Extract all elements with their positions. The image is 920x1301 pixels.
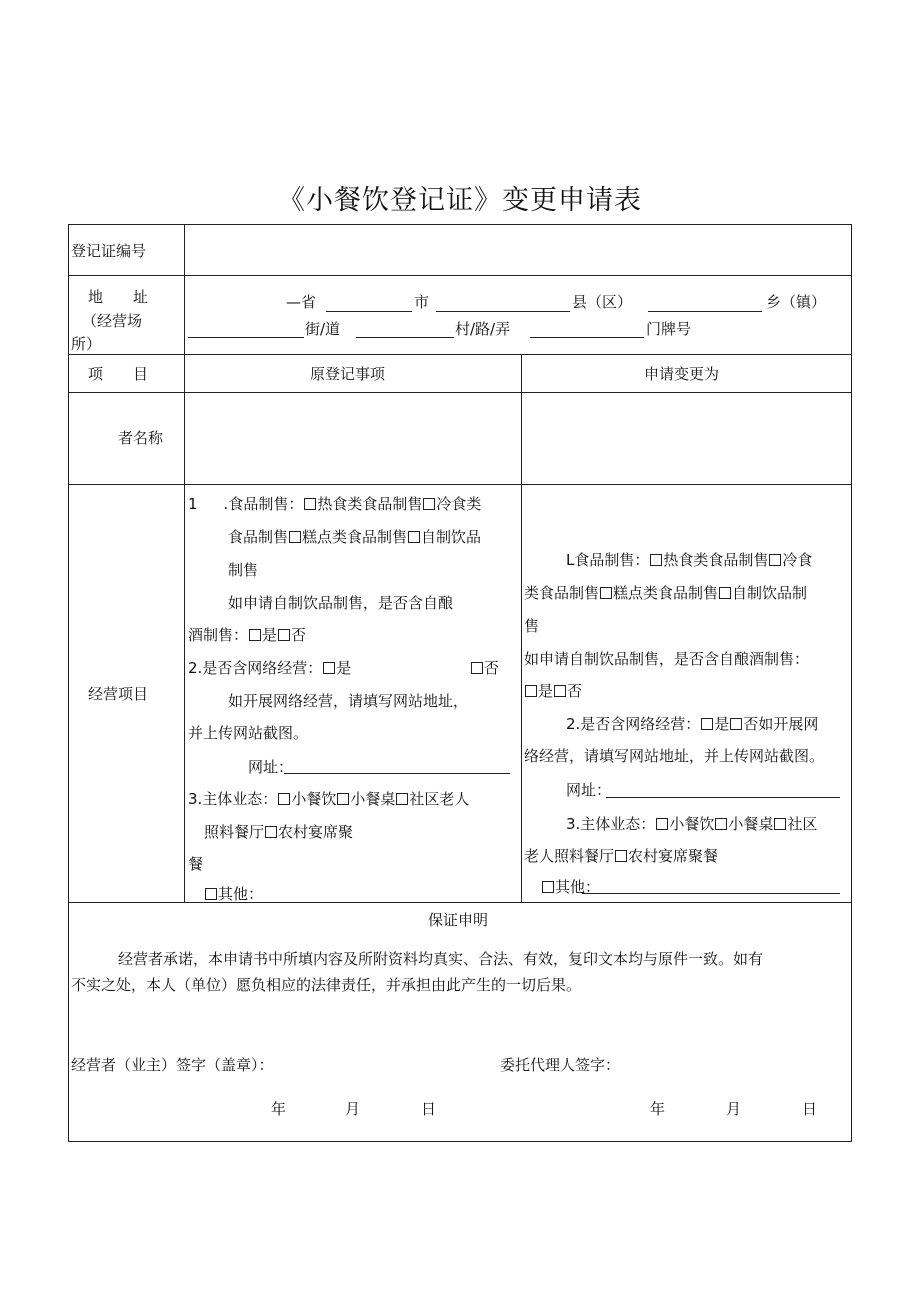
left-line-8: 并上传网站截图。 [188,724,309,742]
small-catering-checkbox[interactable] [278,793,290,805]
right-website-label: 网址： [566,781,612,799]
row-divider [68,484,852,485]
left-line-7: 如开展网络经营，请填写网站地址， [228,692,469,710]
door-label: 门牌号 [646,320,692,338]
small-table-checkbox[interactable] [715,818,727,830]
header-item: 项 目 [88,365,149,383]
left-line-4: 如申请自制饮品制售，是否含自酿 [228,594,454,612]
left-line-2: 食品制售 糕点类食品制售 自制饮品 [228,528,482,546]
address-label-3: 所） [71,335,102,353]
guarantee-title: 保证申明 [428,911,489,929]
right-line-7: 络经营，请填写网站地址，并上传网站截图。 [524,747,825,765]
form-table [68,224,852,1142]
online-yes-checkbox[interactable] [323,662,335,674]
online-yes-checkbox[interactable] [701,718,713,730]
right-line-1: L食品制售： 热食类食品制售 冷食 [566,551,813,569]
operator-day: 日 [421,1100,437,1118]
self-drink-checkbox[interactable] [408,531,420,543]
right-line-10: 老人照料餐厅 农村宴席聚餐 [524,847,719,865]
cert-no-field[interactable] [190,241,840,265]
province-label: —省 [286,293,317,311]
agent-month: 月 [726,1100,742,1118]
operator-month: 月 [345,1100,361,1118]
row-divider [68,392,852,393]
agent-day: 日 [802,1100,818,1118]
village-label: 村/路/弄 [455,320,511,338]
agent-year: 年 [650,1100,666,1118]
other-checkbox[interactable] [542,881,554,893]
left-line-11: 餐 [188,855,204,873]
cert-no-label: 登记证编号 [71,242,147,260]
cold-food-checkbox[interactable] [423,498,435,510]
left-line-3: 制售 [228,561,259,579]
header-original: 原登记事项 [310,365,386,383]
row-divider [68,275,852,276]
brew-yes-checkbox[interactable] [249,629,261,641]
left-line-9: 3.主体业态： 小餐饮 小餐桌 社区老人 [188,790,470,808]
city-field[interactable] [436,311,570,312]
right-line-3: 售 [524,617,540,635]
page-title: 《小餐饮登记证》变更申请表 [278,185,642,216]
online-no-checkbox[interactable] [730,718,742,730]
agent-sign-label: 委托代理人签字： [500,1056,621,1074]
township-label: 乡（镇） [766,293,827,311]
left-other: 其他： [204,884,263,904]
left-website-field[interactable] [284,773,510,774]
province-field[interactable] [326,311,412,312]
left-website-label: 网址： [248,758,294,776]
county-field[interactable] [648,311,762,312]
brew-no-checkbox[interactable] [554,685,566,697]
row-divider [68,902,852,903]
scope-label: 经营项目 [88,685,149,703]
street-field[interactable] [188,337,304,338]
street-label: 街/道 [305,320,341,338]
left-line-10: 照料餐厅 农村宴席聚 [204,823,354,841]
other-checkbox[interactable] [205,888,217,900]
guarantee-text-2: 不实之处，本人（单位）愿负相应的法律责任，并承担由此产生的一切后果。 [71,976,582,994]
hot-food-checkbox[interactable] [304,498,316,510]
guarantee-text-1: 经营者承诺，本申请书中所填内容及所附资料均真实、合法、有效，复印文本均与原件一致。如有 [118,950,764,968]
operator-year: 年 [271,1100,287,1118]
right-line-4: 如申请自制饮品制售，是否含自酿酒制售： [524,650,810,668]
right-line-2: 类食品制售 糕点类食品制售 自制饮品制 [524,584,808,602]
left-line-6: 2.是否含网络经营： 是 [188,659,352,677]
right-website-field[interactable] [606,797,840,798]
left-line-5: 酒制售： 是 否 [188,626,307,644]
right-line-5: 是 否 [524,681,582,701]
header-change-to: 申请变更为 [644,365,720,383]
right-line-9: 3.主体业态： 小餐饮 小餐桌 社区 [566,815,818,833]
brew-yes-checkbox[interactable] [525,685,537,697]
right-line-6: 2.是否含网络经营： 是 否如开展网 [566,715,819,733]
right-other-field[interactable] [582,893,840,894]
col-divider [184,224,185,902]
address-label-1: 地 址 [88,288,149,306]
col-divider [521,354,522,902]
door-field[interactable] [530,337,644,338]
row-divider [68,354,852,355]
cold-food-checkbox[interactable] [769,554,781,566]
address-label-2: （经营场 [82,312,143,330]
pastry-checkbox[interactable] [600,587,612,599]
name-label: 者名称 [118,429,164,447]
rural-banquet-checkbox[interactable] [615,850,627,862]
left-online-no: 否 [470,658,499,678]
county-label: 县（区） [572,293,633,311]
pastry-checkbox[interactable] [289,531,301,543]
left-line-1: 1 .食品制售： 热食类食品制售 冷食类 [188,495,482,513]
small-catering-checkbox[interactable] [656,818,668,830]
brew-no-checkbox[interactable] [278,629,290,641]
online-no-checkbox[interactable] [471,662,483,674]
community-checkbox[interactable] [396,793,408,805]
small-table-checkbox[interactable] [337,793,349,805]
self-drink-checkbox[interactable] [719,587,731,599]
city-label: 市 [414,293,430,311]
rural-banquet-checkbox[interactable] [265,826,277,838]
village-field[interactable] [356,337,454,338]
community-checkbox[interactable] [774,818,786,830]
right-other: 其他： [541,877,600,897]
hot-food-checkbox[interactable] [650,554,662,566]
operator-sign-label: 经营者（业主）签字（盖章）： [71,1056,274,1074]
